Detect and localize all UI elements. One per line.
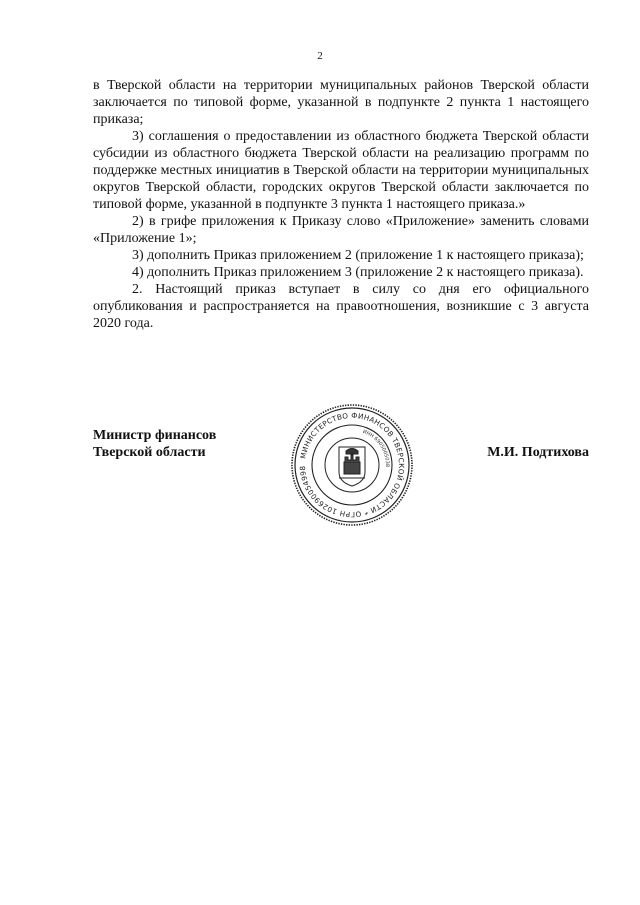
document-body (93, 77, 589, 332)
paragraph-item-4-appendix: 4) дополнить Приказ приложением 3 (приложение 2 к настоящего приказа). (132, 265, 584, 280)
page-number: 2 (317, 50, 323, 62)
official-seal (289, 402, 415, 528)
signer-name: М.И. Подтихова (487, 445, 589, 460)
paragraph-continuation: в Тверской области на территории муниципальных районов Тверской области заключается по типовой форме, указанной в подпункте 2 пункта 1 настоящего приказа; (93, 78, 589, 127)
paragraph-item-3-appendix: 3) дополнить Приказ приложением 2 (приложение 1 к настоящего приказа); (132, 248, 584, 263)
signature-position (93, 427, 216, 461)
signature-position-line2: Тверской области (93, 445, 206, 460)
coat-of-arms-icon (339, 447, 365, 486)
seal-inner-text: ИНН 6905005038 (361, 428, 391, 468)
paragraph-item-2-gryph: 2) в грифе приложения к Приказу слово «Приложение» заменить словами «Приложение 1»; (93, 214, 589, 246)
paragraph-effective-date: 2. Настоящий приказ вступает в силу со дня его официального опубликования и распространяется на правоотношения, возникшие с 3 августа 2020 года. (93, 282, 589, 331)
paragraph-item-3: 3) соглашения о предоставлении из областного бюджета Тверской области субсидии из областного бюджета Тверской области на реализацию программ по поддержке местных инициатив в Тверской области на территории муниципальных округов Тверской области, городских округов Тверской области заключается по типовой форме, указанной в подпункте 3 пункта 1 настоящего приказа.» (93, 129, 589, 212)
seal-outer-text: МИНИСТЕРСТВО ФИНАНСОВ ТВЕРСКОЙ ОБЛАСТИ * ОГРН 102690054998 (297, 410, 407, 520)
signature-position-line1: Министр финансов (93, 428, 217, 443)
seal-graphic (289, 402, 415, 528)
